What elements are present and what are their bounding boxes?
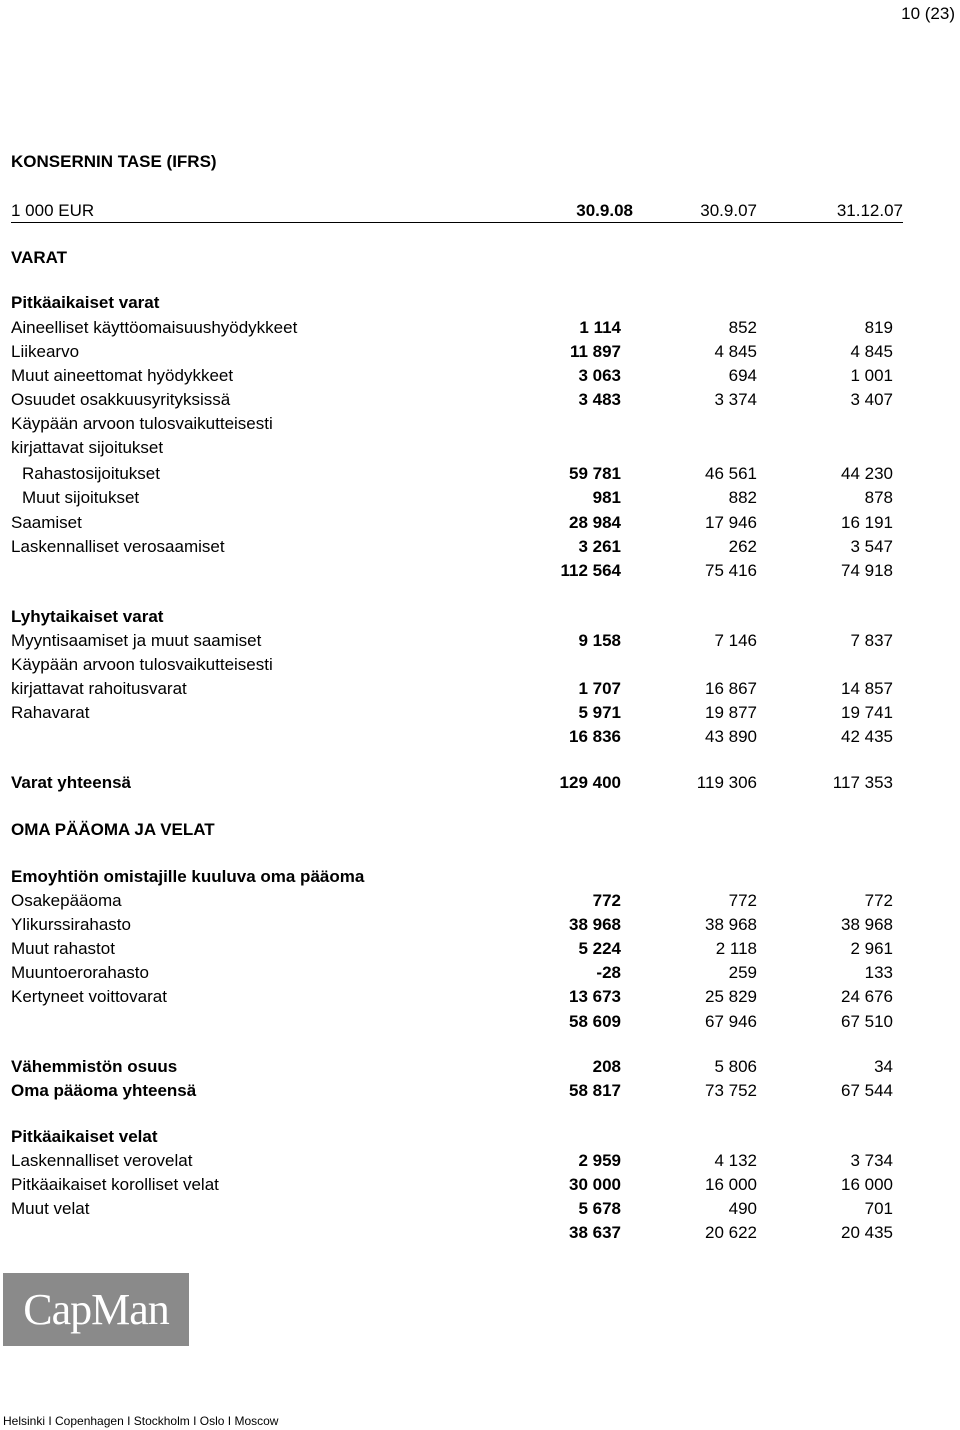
row-label: Muut rahastot (11, 939, 115, 958)
value-30-9-07: 20 622 (705, 1223, 757, 1242)
row-label: Pitkäaikaiset varat (11, 293, 160, 312)
capman-logo (3, 1273, 189, 1346)
row-label: OMA PÄÄOMA JA VELAT (11, 820, 215, 839)
row-label: Pitkäaikaiset velat (11, 1127, 158, 1146)
column-header-30-9-08: 30.9.08 (576, 201, 633, 220)
column-header-31-12-07: 31.12.07 (836, 201, 903, 220)
value-30-9-07: 43 890 (705, 727, 757, 746)
row-label: Emoyhtiön omistajille kuuluva oma pääoma (11, 867, 365, 886)
table-row (0, 536, 960, 558)
value-30-9-07: 694 (728, 366, 757, 385)
table-row (0, 1222, 960, 1244)
table-row (0, 630, 960, 652)
value-30-9-07: 25 829 (705, 987, 757, 1006)
value-30-9-07: 16 000 (705, 1175, 757, 1194)
table-row (0, 389, 960, 411)
row-label: Muut sijoitukset (22, 488, 140, 507)
value-31-12-07: 24 676 (841, 987, 893, 1006)
table-row (0, 560, 960, 582)
value-30-9-08: 3 063 (578, 366, 621, 385)
value-31-12-07: 38 968 (841, 915, 893, 934)
value-31-12-07: 67 544 (841, 1081, 893, 1100)
row-label: Varat yhteensä (11, 773, 132, 792)
row-label: Liikearvo (11, 342, 80, 361)
value-31-12-07: 772 (864, 891, 893, 910)
value-30-9-08: 3 483 (578, 390, 621, 409)
value-30-9-08: 1 707 (578, 679, 621, 698)
table-row (0, 678, 960, 700)
logo-wordmark: CapMan (23, 1285, 169, 1334)
value-31-12-07: 2 961 (850, 939, 893, 958)
value-30-9-08: -28 (596, 963, 621, 982)
table-row (0, 413, 960, 435)
value-31-12-07: 74 918 (841, 561, 893, 580)
table-row (0, 1174, 960, 1196)
value-30-9-07: 19 877 (705, 703, 757, 722)
value-31-12-07: 117 353 (832, 773, 893, 792)
column-header-30-9-07: 30.9.07 (700, 201, 757, 220)
value-30-9-08: 208 (592, 1057, 621, 1076)
value-30-9-08: 2 959 (578, 1151, 621, 1170)
row-label: Lyhytaikaiset varat (11, 607, 164, 626)
table-row (0, 1198, 960, 1220)
value-30-9-07: 490 (728, 1199, 757, 1218)
value-31-12-07: 34 (874, 1057, 893, 1076)
value-30-9-08: 16 836 (569, 727, 621, 746)
value-30-9-08: 59 781 (569, 464, 621, 483)
value-30-9-07: 119 306 (696, 773, 757, 792)
row-label: Laskennalliset verovelat (11, 1151, 193, 1170)
table-row (0, 938, 960, 960)
value-30-9-08: 9 158 (578, 631, 621, 650)
value-31-12-07: 1 001 (850, 366, 893, 385)
row-label: Muut aineettomat hyödykkeet (11, 366, 234, 385)
value-30-9-08: 11 897 (569, 342, 621, 361)
row-label: Osakepääoma (11, 891, 122, 910)
value-30-9-07: 16 867 (705, 679, 757, 698)
table-row (0, 1056, 960, 1078)
value-30-9-08: 13 673 (569, 987, 621, 1006)
table-row (0, 247, 960, 269)
table-row (0, 772, 960, 794)
value-30-9-08: 5 224 (578, 939, 621, 958)
value-30-9-07: 2 118 (715, 939, 757, 958)
value-30-9-07: 7 146 (714, 631, 757, 650)
value-31-12-07: 878 (864, 488, 893, 507)
table-row (0, 986, 960, 1008)
row-label: Vähemmistön osuus (11, 1057, 178, 1076)
table-row (0, 866, 960, 888)
table-row (0, 512, 960, 534)
value-31-12-07: 3 547 (850, 537, 893, 556)
value-30-9-08: 129 400 (559, 773, 621, 792)
table-header (11, 201, 903, 223)
row-label: Muuntoerorahasto (11, 963, 149, 982)
value-31-12-07: 19 741 (841, 703, 893, 722)
value-30-9-08: 5 971 (578, 703, 621, 722)
row-label: kirjattavat rahoitusvarat (11, 679, 187, 698)
row-label: Käypään arvoon tulosvaikutteisesti (11, 655, 273, 674)
table-row (0, 1150, 960, 1172)
value-30-9-07: 262 (728, 537, 757, 556)
value-30-9-08: 5 678 (578, 1199, 621, 1218)
row-label: Kertyneet voittovarat (11, 987, 167, 1006)
value-31-12-07: 14 857 (841, 679, 893, 698)
value-31-12-07: 4 845 (850, 342, 893, 361)
row-label: Rahastosijoitukset (22, 464, 160, 483)
table-row (0, 341, 960, 363)
row-label: Aineelliset käyttöomaisuushyödykkeet (11, 318, 298, 337)
row-label: kirjattavat sijoitukset (11, 438, 164, 457)
value-30-9-08: 38 637 (569, 1223, 621, 1242)
value-30-9-07: 46 561 (705, 464, 757, 483)
value-30-9-07: 5 806 (714, 1057, 757, 1076)
row-label: Käypään arvoon tulosvaikutteisesti (11, 414, 273, 433)
row-label: Oma pääoma yhteensä (11, 1081, 197, 1100)
value-30-9-07: 852 (728, 318, 757, 337)
table-row (0, 726, 960, 748)
table-row (0, 437, 960, 459)
value-30-9-07: 3 374 (714, 390, 757, 409)
value-31-12-07: 133 (864, 963, 893, 982)
row-label: Pitkäaikaiset korolliset velat (11, 1175, 219, 1194)
table-row (0, 317, 960, 339)
value-31-12-07: 42 435 (841, 727, 893, 746)
value-31-12-07: 701 (864, 1199, 893, 1218)
value-30-9-07: 67 946 (705, 1012, 757, 1031)
value-30-9-08: 28 984 (569, 513, 621, 532)
value-30-9-08: 38 968 (569, 915, 621, 934)
value-31-12-07: 819 (864, 318, 893, 337)
value-30-9-08: 58 817 (569, 1081, 621, 1100)
value-31-12-07: 67 510 (841, 1012, 893, 1031)
table-row (0, 962, 960, 984)
value-30-9-08: 1 114 (579, 318, 621, 337)
value-30-9-07: 772 (728, 891, 757, 910)
table-row (0, 890, 960, 912)
value-31-12-07: 20 435 (841, 1223, 893, 1242)
table-row (0, 463, 960, 485)
table-row (0, 819, 960, 841)
row-label: Laskennalliset verosaamiset (11, 537, 225, 556)
value-31-12-07: 44 230 (841, 464, 893, 483)
table-row (0, 654, 960, 676)
table-row (0, 292, 960, 314)
table-row (0, 1080, 960, 1102)
value-31-12-07: 16 000 (841, 1175, 893, 1194)
table-row (0, 1126, 960, 1148)
value-31-12-07: 3 407 (850, 390, 893, 409)
value-30-9-08: 30 000 (569, 1175, 621, 1194)
page-number: 10 (23) (901, 4, 955, 23)
table-row (0, 606, 960, 628)
value-31-12-07: 16 191 (841, 513, 893, 532)
value-30-9-07: 17 946 (705, 513, 757, 532)
value-31-12-07: 7 837 (850, 631, 893, 650)
value-30-9-08: 58 609 (569, 1012, 621, 1031)
value-30-9-07: 259 (728, 963, 757, 982)
table-row (0, 365, 960, 387)
value-30-9-07: 73 752 (705, 1081, 757, 1100)
footer-locations: Helsinki I Copenhagen I Stockholm I Oslo I Moscow (3, 1414, 279, 1428)
row-label: Saamiset (11, 513, 82, 532)
table-row (0, 914, 960, 936)
value-30-9-07: 4 845 (714, 342, 757, 361)
row-label: Muut velat (11, 1199, 90, 1218)
unit-label: 1 000 EUR (11, 201, 95, 220)
table-row (0, 487, 960, 509)
page-title: KONSERNIN TASE (IFRS) (11, 152, 217, 171)
value-30-9-07: 4 132 (714, 1151, 757, 1170)
row-label: Rahavarat (11, 703, 90, 722)
table-row (0, 1011, 960, 1033)
value-30-9-07: 882 (728, 488, 757, 507)
value-30-9-08: 112 564 (560, 561, 621, 580)
value-30-9-08: 772 (592, 891, 621, 910)
row-label: Osuudet osakkuusyrityksissä (11, 390, 231, 409)
value-30-9-08: 3 261 (578, 537, 621, 556)
value-30-9-08: 981 (592, 488, 621, 507)
value-30-9-07: 38 968 (705, 915, 757, 934)
value-31-12-07: 3 734 (850, 1151, 893, 1170)
row-label: VARAT (11, 248, 68, 267)
row-label: Myyntisaamiset ja muut saamiset (11, 631, 262, 650)
value-30-9-07: 75 416 (705, 561, 757, 580)
row-label: Ylikurssirahasto (11, 915, 131, 934)
table-row (0, 702, 960, 724)
